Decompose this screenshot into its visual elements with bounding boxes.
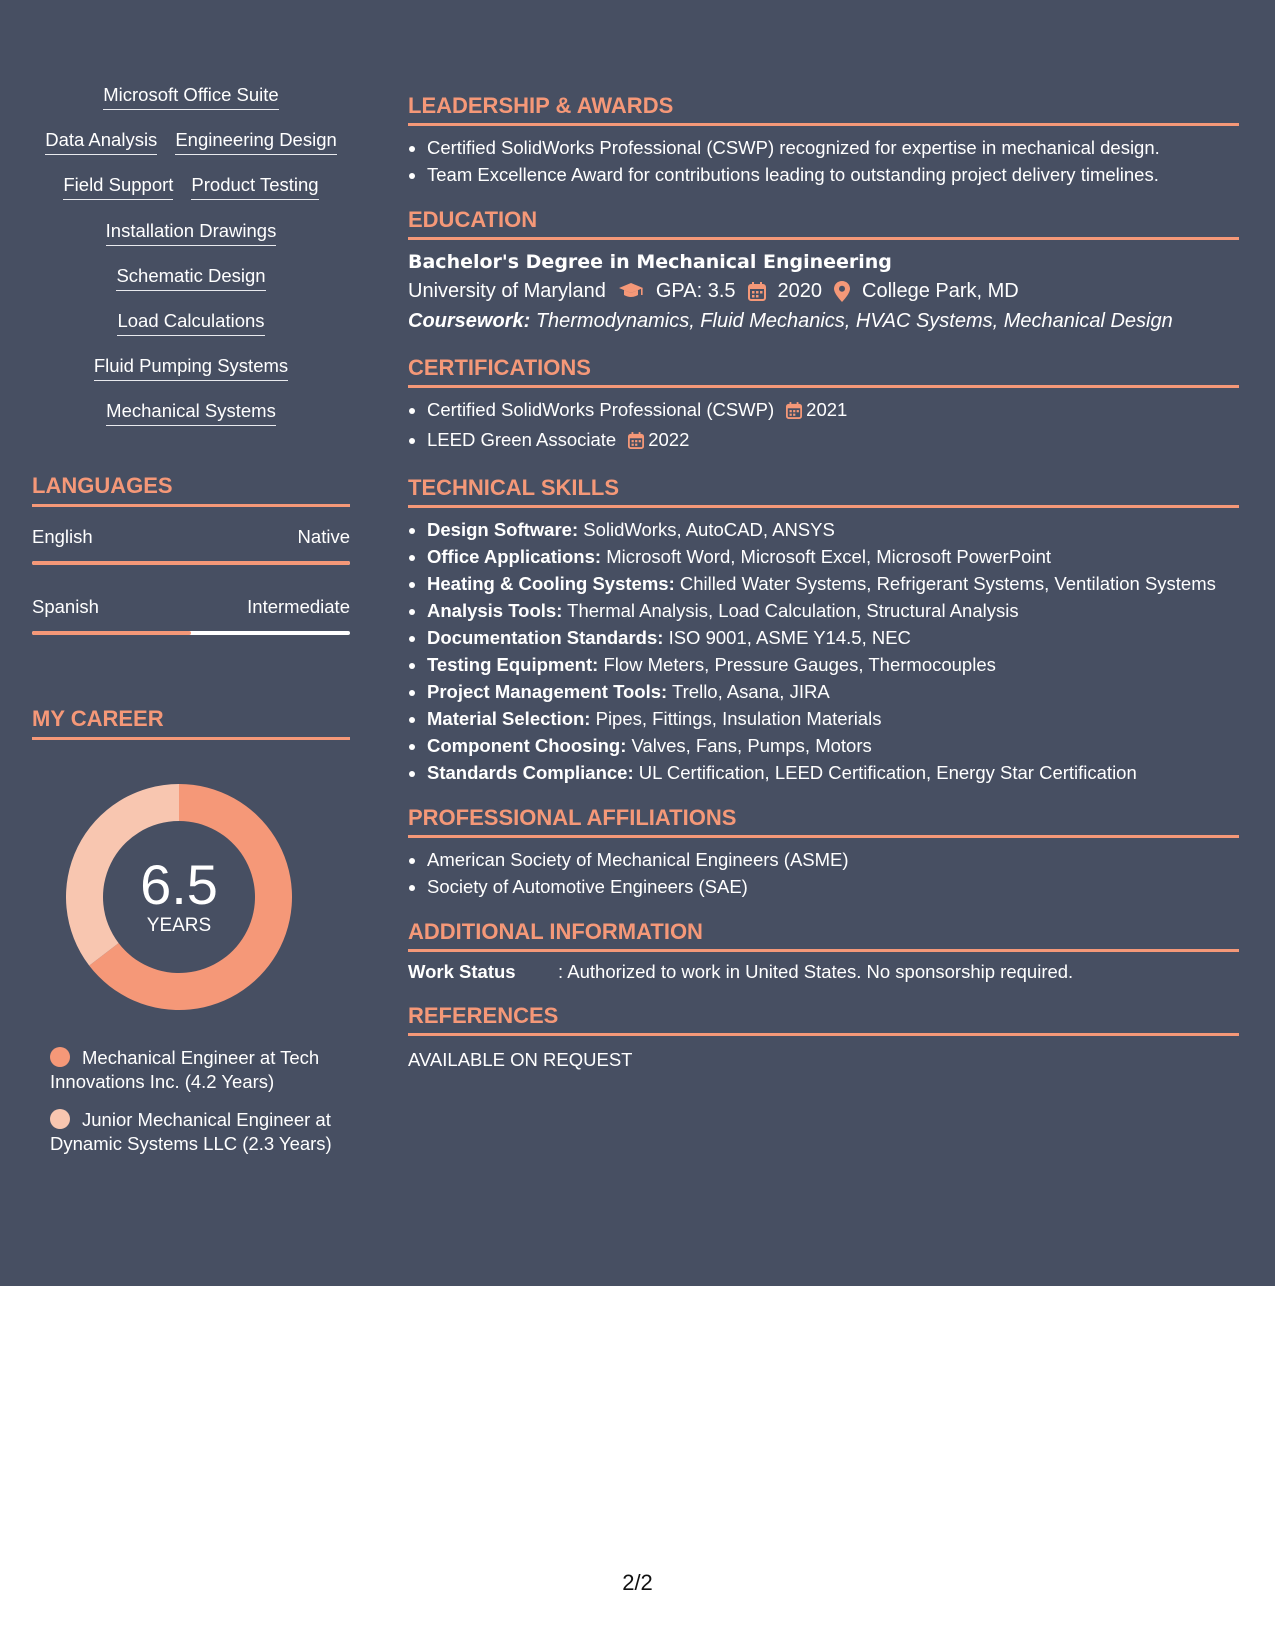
career-legend-label: Mechanical Engineer at Tech Innovations Inc. (4.2 Years) [50, 1046, 320, 1092]
technical-skill-label: Office Applications: [427, 546, 602, 567]
certifications-heading: CERTIFICATIONS [408, 354, 1239, 388]
technical-skill-value: Flow Meters, Pressure Gauges, Thermocouples [603, 654, 996, 675]
leadership-item: • Certified SolidWorks Professional (CSWP) recognized for expertise in mechanical design. [427, 134, 1239, 161]
technical-skill-item [427, 732, 1239, 759]
education-year: 2020 [777, 280, 823, 302]
coursework-label: Coursework: [408, 310, 531, 332]
technical-skills-list [408, 516, 1239, 786]
technical-skill-item [427, 759, 1239, 786]
technical-skill-label: Material Selection: [427, 708, 591, 729]
education-school: University of Maryland [408, 280, 606, 302]
technical-skill-item [427, 624, 1239, 651]
career-legend-label: Junior Mechanical Engineer at Dynamic Systems LLC (2.3 Years) [50, 1108, 332, 1154]
language-item [32, 595, 350, 635]
technical-skill-item [427, 597, 1239, 624]
education-details [408, 276, 1239, 306]
education-section [408, 206, 1239, 336]
technical-skill-label: Standards Compliance: [427, 762, 634, 783]
technical-skill-value: Pipes, Fittings, Insulation Materials [595, 708, 882, 729]
skill-tag: Fluid Pumping Systems [94, 355, 288, 381]
calendar-icon [748, 282, 766, 301]
language-level-bar [32, 561, 350, 565]
graduation-cap-icon [618, 282, 644, 300]
technical-skill-value: Microsoft Word, Microsoft Excel, Microsoft PowerPoint [606, 546, 1052, 567]
certifications-list [408, 396, 1239, 456]
references-text: AVAILABLE ON REQUEST [408, 1049, 633, 1070]
leadership-list [408, 134, 1239, 188]
affiliations-heading: PROFESSIONAL AFFILIATIONS [408, 804, 1239, 838]
skill-tag-row [32, 310, 350, 355]
technical-skill-label: Analysis Tools: [427, 600, 563, 621]
certification-year: 2022 [648, 429, 690, 450]
calendar-icon [786, 399, 802, 426]
certification-item [427, 426, 1239, 456]
work-status-value: : Authorized to work in United States. No sponsorship required. [558, 961, 1074, 982]
language-level-fill [32, 561, 350, 565]
education-degree: Bachelor's Degree in Mechanical Engineering [408, 251, 892, 273]
skill-tag: Load Calculations [117, 310, 264, 336]
affiliations-list [408, 846, 1239, 900]
references-section [408, 1002, 1239, 1072]
career-legend-item [50, 1046, 340, 1094]
skill-tag: Mechanical Systems [106, 400, 276, 426]
technical-skill-value: Trello, Asana, JIRA [672, 681, 830, 702]
skill-tag: Data Analysis [45, 129, 157, 155]
skill-tag-row [32, 84, 350, 129]
technical-skill-value: ISO 9001, ASME Y14.5, NEC [668, 627, 911, 648]
education-coursework [408, 306, 1239, 336]
language-level-fill [32, 631, 191, 635]
technical-skill-label: Documentation Standards: [427, 627, 664, 648]
calendar-icon [628, 429, 644, 456]
skill-tag: Engineering Design [175, 129, 336, 155]
leadership-item: • Team Excellence Award for contributions leading to outstanding project delivery timelines. [427, 161, 1239, 188]
skill-tag-row [32, 220, 350, 265]
page-number: 2/2 [622, 1570, 653, 1595]
language-row [32, 595, 350, 619]
career-legend-item [50, 1108, 340, 1156]
language-name: Spanish [32, 595, 99, 617]
career-legend [50, 1046, 340, 1156]
skill-tag-row [32, 400, 350, 445]
skill-tag-row [32, 174, 350, 219]
career-heading: MY CAREER [32, 705, 350, 740]
legend-dot [50, 1109, 70, 1129]
skill-tag-row [32, 355, 350, 400]
technical-skill-value: Valves, Fans, Pumps, Motors [631, 735, 872, 756]
career-total [66, 784, 292, 1010]
technical-skill-item [427, 543, 1239, 570]
technical-skill-item [427, 570, 1239, 597]
education-location: College Park, MD [862, 280, 1019, 302]
technical-skill-label: Heating & Cooling Systems: [427, 573, 675, 594]
education-gpa: GPA: 3.5 [655, 280, 736, 302]
language-name: English [32, 525, 93, 547]
references-heading: REFERENCES [408, 1002, 1239, 1036]
legend-dot [50, 1047, 70, 1067]
career-section [32, 705, 350, 1156]
main-column [408, 92, 1239, 1090]
skill-tag: Product Testing [191, 174, 318, 200]
skill-tags [32, 84, 350, 446]
technical-skill-label: Design Software: [427, 519, 579, 540]
technical-skill-item [427, 651, 1239, 678]
technical-skill-label: Testing Equipment: [427, 654, 599, 675]
certification-item [427, 396, 1239, 426]
leadership-section [408, 92, 1239, 188]
technical-skill-label: Component Choosing: [427, 735, 627, 756]
language-row [32, 525, 350, 549]
certifications-section [408, 354, 1239, 456]
work-status-label: Work Status [408, 961, 516, 982]
coursework-list: Thermodynamics, Fluid Mechanics, HVAC Systems, Mechanical Design [535, 310, 1173, 332]
skill-tag: Installation Drawings [106, 220, 277, 246]
languages-section [32, 472, 350, 635]
technical-skills-heading: TECHNICAL SKILLS [408, 474, 1239, 508]
language-item [32, 525, 350, 565]
technical-skill-value: Chilled Water Systems, Refrigerant Systems, Ventilation Systems [679, 573, 1216, 594]
skill-tag: Microsoft Office Suite [103, 84, 278, 110]
education-heading: EDUCATION [408, 206, 1239, 240]
location-pin-icon [834, 281, 850, 302]
language-list [32, 525, 350, 635]
languages-heading: LANGUAGES [32, 472, 350, 507]
skill-tag-row [32, 129, 350, 174]
career-total-unit: YEARS [146, 914, 212, 936]
certification-year: 2021 [806, 399, 848, 420]
language-level: Native [297, 525, 350, 547]
language-level-bar [32, 631, 350, 635]
career-total-value: 6.5 [140, 852, 218, 916]
language-level: Intermediate [247, 595, 350, 617]
affiliations-section [408, 804, 1239, 900]
leadership-heading: LEADERSHIP & AWARDS [408, 92, 1239, 126]
technical-skill-item [427, 516, 1239, 543]
technical-skill-value: SolidWorks, AutoCAD, ANSYS [583, 519, 835, 540]
skill-tag: Field Support [63, 174, 173, 200]
career-donut-chart [66, 784, 292, 1010]
work-status-row [408, 960, 1239, 984]
affiliation-item: • Society of Automotive Engineers (SAE) [427, 873, 1239, 900]
additional-info-section [408, 918, 1239, 984]
technical-skill-value: Thermal Analysis, Load Calculation, Structural Analysis [567, 600, 1019, 621]
technical-skill-value: UL Certification, LEED Certification, Energy Star Certification [638, 762, 1137, 783]
certification-name: LEED Green Associate [427, 429, 617, 450]
skill-tag-row [32, 265, 350, 310]
technical-skills-section [408, 474, 1239, 786]
technical-skill-label: Project Management Tools: [427, 681, 668, 702]
sidebar [32, 84, 350, 1170]
technical-skill-item [427, 705, 1239, 732]
skill-tag: Schematic Design [116, 265, 265, 291]
certification-name: Certified SolidWorks Professional (CSWP) [427, 399, 775, 420]
additional-info-heading: ADDITIONAL INFORMATION [408, 918, 1239, 952]
affiliation-item: • American Society of Mechanical Engineers (ASME) [427, 846, 1239, 873]
technical-skill-item [427, 678, 1239, 705]
